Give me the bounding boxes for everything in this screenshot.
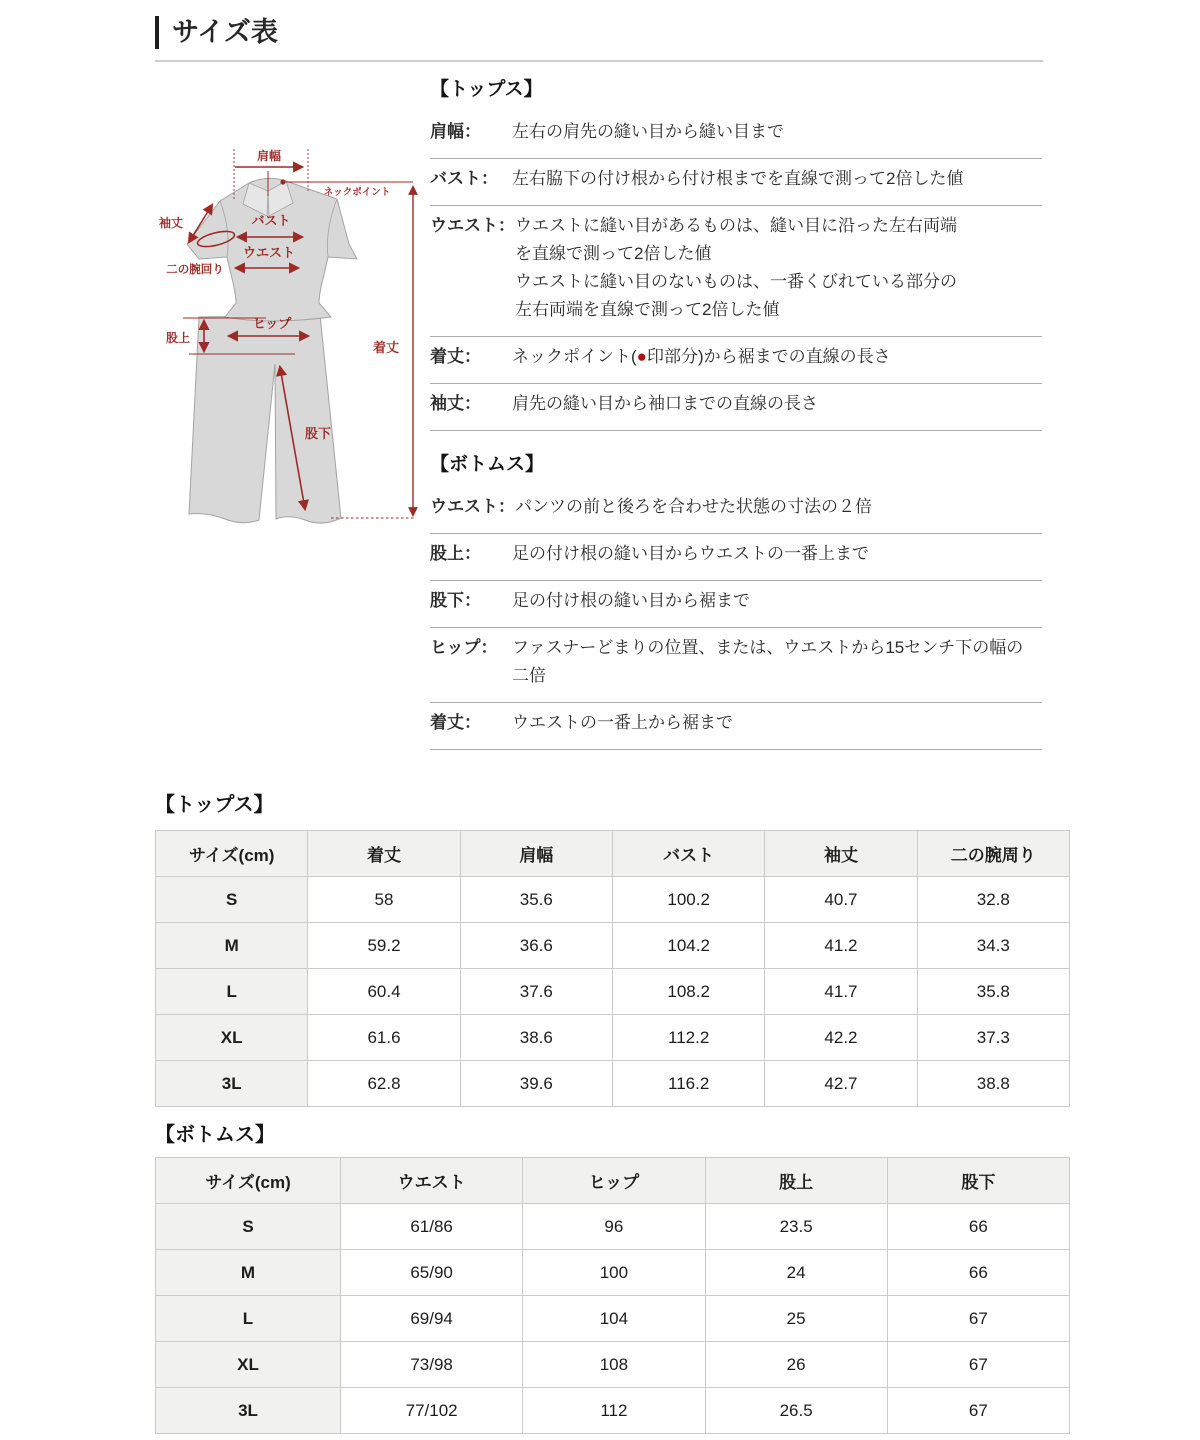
size-cell: M [156,923,308,969]
measure-term: ウエスト： [430,497,515,516]
tops-size-table [155,830,1070,1107]
measure-term: 袖丈： [430,394,481,413]
value-cell: 65/90 [341,1250,523,1296]
size-cell: S [156,877,308,923]
measure-term: 着丈： [430,347,481,366]
size-cell: M [156,1250,341,1296]
value-cell: 67 [887,1342,1069,1388]
value-cell: 66 [887,1204,1069,1250]
value-cell: 69/94 [341,1296,523,1342]
table-row [156,1061,1070,1107]
size-cell: L [156,1296,341,1342]
diagram-label-upper-arm: 二の腕回り [166,264,224,276]
guide-row-body-length-bottoms [430,703,1042,750]
value-cell: 34.3 [917,923,1069,969]
table-header-row [156,1158,1070,1204]
guide-heading-bottoms: 【ボトムス】 [430,454,545,475]
measure-definition: パンツの前と後ろを合わせた状態の寸法の２倍 [515,497,872,516]
table-row [156,1250,1070,1296]
table-row [156,1296,1070,1342]
value-cell: 112 [523,1388,705,1434]
value-cell: 35.6 [460,877,612,923]
measure-definition: 足の付け根の縫い目から裾まで [512,591,750,610]
guide-row-body-length-tops [430,337,1042,384]
bottoms-size-table [155,1157,1070,1434]
bottoms-table-heading: 【ボトムス】 [155,1124,275,1146]
value-cell: 23.5 [705,1204,887,1250]
title-divider [155,60,1043,62]
value-cell: 41.7 [765,969,917,1015]
table-row [156,969,1070,1015]
measure-definition: 左右脇下の付け根から付け根までを直線で測って2倍した値 [512,169,964,188]
measure-definition: 足の付け根の縫い目からウエストの一番上まで [512,544,869,563]
diagram-label-body-length: 着丈 [372,340,399,355]
size-cell: L [156,969,308,1015]
pants-silhouette [189,315,341,523]
size-cell: XL [156,1015,308,1061]
value-cell: 37.3 [917,1015,1069,1061]
value-cell: 96 [523,1204,705,1250]
measuring-guide [430,78,1042,750]
column-header: 二の腕周り [917,831,1069,877]
value-cell: 42.2 [765,1015,917,1061]
diagram-label-shoulder-width: 肩幅 [256,149,282,163]
column-header: ウエスト [341,1158,523,1204]
value-cell: 108 [523,1342,705,1388]
value-cell: 32.8 [917,877,1069,923]
value-cell: 39.6 [460,1061,612,1107]
value-cell: 61.6 [308,1015,460,1061]
value-cell: 67 [887,1296,1069,1342]
value-cell: 62.8 [308,1061,460,1107]
measure-term: 股上： [430,544,481,563]
column-header: サイズ(cm) [156,1158,341,1204]
table-row [156,1388,1070,1434]
table-row [156,1015,1070,1061]
guide-row-sleeve [430,384,1042,431]
diagram-label-inseam: 股下 [304,426,332,441]
guide-row-inseam [430,581,1042,628]
table-row [156,877,1070,923]
table-row [156,1342,1070,1388]
measure-definition: ウエストの一番上から裾まで [512,713,733,732]
table-row [156,923,1070,969]
diagram-label-sleeve-length: 袖丈 [158,216,184,230]
value-cell: 77/102 [341,1388,523,1434]
measure-definition: ネックポイント(●印部分)から裾までの直線の長さ [512,347,891,366]
diagram-label-hip: ヒップ [252,316,292,331]
guide-row-hip [430,628,1042,703]
measure-term: 股下： [430,591,481,610]
column-header: 股上 [705,1158,887,1204]
neck-point-dot [280,179,285,184]
value-cell: 26 [705,1342,887,1388]
table-header-row [156,831,1070,877]
diagram-label-rise: 股上 [165,331,191,345]
size-cell: XL [156,1342,341,1388]
value-cell: 104.2 [612,923,764,969]
value-cell: 61/86 [341,1204,523,1250]
value-cell: 100.2 [612,877,764,923]
size-cell: 3L [156,1061,308,1107]
measure-definition: 肩先の縫い目から袖口までの直線の長さ [512,394,818,413]
page-title: サイズ表 [155,16,278,49]
guide-row-bust [430,159,1042,206]
column-header: バスト [612,831,764,877]
measure-definition: ファスナーどまりの位置、または、ウエストから15センチ下の幅の 二倍 [512,638,1024,685]
column-header: ヒップ [523,1158,705,1204]
guide-heading-tops: 【トップス】 [430,79,543,100]
column-header: 袖丈 [765,831,917,877]
value-cell: 24 [705,1250,887,1296]
guide-row-shoulder [430,112,1042,159]
column-header: 着丈 [308,831,460,877]
value-cell: 104 [523,1296,705,1342]
column-header: 股下 [887,1158,1069,1204]
measure-term: バスト： [430,169,498,188]
measure-term: 肩幅： [430,122,481,141]
tops-table-heading: 【トップス】 [155,794,274,816]
measure-definition: 左右の肩先の縫い目から縫い目まで [512,122,784,141]
value-cell: 40.7 [765,877,917,923]
measure-definition: ウエストに縫い目があるものは、縫い目に沿った左右両端 を直線で測って2倍した値 ウエストに縫い目のないものは、一番くびれている部分の 左右両端を直線で測って2倍した値 [515,216,957,319]
diagram-label-waist: ウエスト [242,245,296,260]
column-header: 肩幅 [460,831,612,877]
measure-term: ヒップ： [430,638,498,657]
diagram-label-bust: バスト [251,213,291,228]
guide-row-waist-tops [430,206,1042,337]
table-row [156,1204,1070,1250]
value-cell: 26.5 [705,1388,887,1434]
size-cell: S [156,1204,341,1250]
value-cell: 36.6 [460,923,612,969]
measure-term: 着丈： [430,713,481,732]
value-cell: 112.2 [612,1015,764,1061]
value-cell: 100 [523,1250,705,1296]
neck-point-mark: ● [636,347,647,366]
value-cell: 66 [887,1250,1069,1296]
value-cell: 38.8 [917,1061,1069,1107]
value-cell: 58 [308,877,460,923]
measure-term: ウエスト： [430,216,515,235]
value-cell: 73/98 [341,1342,523,1388]
value-cell: 38.6 [460,1015,612,1061]
guide-row-waist-bottoms [430,487,1042,534]
value-cell: 108.2 [612,969,764,1015]
value-cell: 35.8 [917,969,1069,1015]
value-cell: 59.2 [308,923,460,969]
size-cell: 3L [156,1388,341,1434]
value-cell: 116.2 [612,1061,764,1107]
value-cell: 42.7 [765,1061,917,1107]
size-guide-diagram [152,116,442,566]
column-header: サイズ(cm) [156,831,308,877]
value-cell: 60.4 [308,969,460,1015]
diagram-label-neck-point: ネックポイント [323,187,391,198]
value-cell: 67 [887,1388,1069,1434]
guide-row-rise [430,534,1042,581]
value-cell: 41.2 [765,923,917,969]
value-cell: 25 [705,1296,887,1342]
value-cell: 37.6 [460,969,612,1015]
